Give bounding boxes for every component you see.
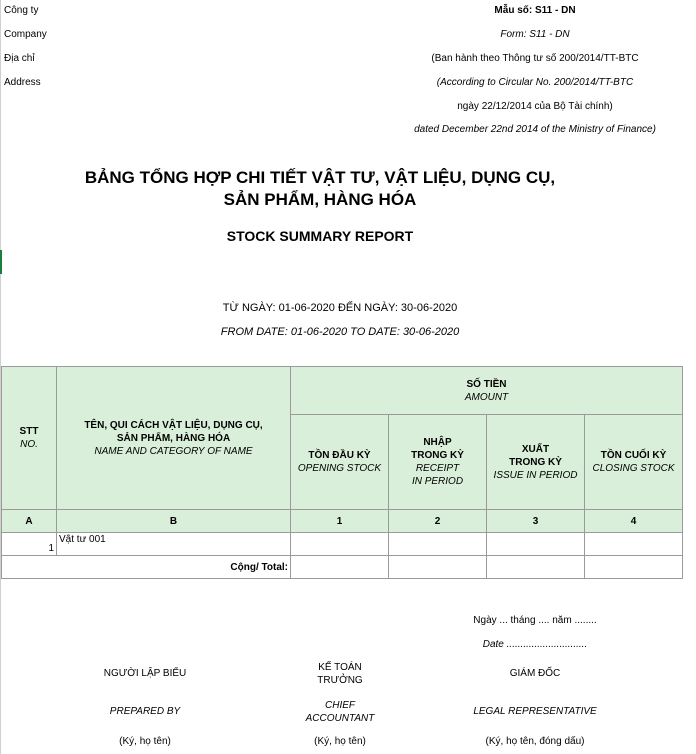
total-closing	[585, 556, 683, 579]
total-issue	[487, 556, 585, 579]
report-title-line2: SẢN PHẨM, HÀNG HÓA	[223, 190, 417, 209]
row-receipt	[389, 533, 487, 556]
header-stt	[2, 367, 57, 510]
period-vi: TỪ NGÀY: 01-06-2020 ĐẾN NGÀY: 30-06-2020	[222, 302, 458, 314]
row-name: Vật tư 001	[57, 533, 291, 556]
header-stt-vi: STT	[19, 426, 39, 437]
header-opening	[291, 415, 389, 510]
header-stt-en: NO.	[20, 439, 38, 450]
preparer-sign-note: (Ký, họ tên)	[119, 736, 171, 747]
total-opening	[291, 556, 389, 579]
company-label-en: Company	[4, 29, 47, 40]
accountant-sign-note: (Ký, họ tên)	[314, 736, 366, 747]
total-label: Cộng/ Total:	[2, 556, 291, 579]
code-4: 4	[585, 510, 683, 533]
preparer-title-en: PREPARED BY	[109, 706, 181, 717]
footer-date-vi: Ngày ... tháng .... năm ........	[473, 615, 597, 626]
header-issue-vi2: TRONG KỲ	[509, 456, 562, 468]
header-name-vi: TÊN, QUI CÁCH VẬT LIỆU, DỤNG CỤ, SẢN PHẨM, HÀNG HÓA	[84, 419, 263, 444]
header-closing	[585, 415, 683, 510]
table-row	[2, 533, 683, 556]
stock-summary-table	[1, 366, 683, 579]
total-row	[2, 556, 683, 579]
total-receipt	[389, 556, 487, 579]
header-amount-en: AMOUNT	[464, 391, 509, 403]
address-label-vi: Địa chỉ	[4, 53, 35, 64]
header-receipt-vi2: TRONG KỲ	[411, 450, 464, 461]
issued-circular-en: (According to Circular No. 200/2014/TT-BTC	[436, 77, 634, 88]
issued-circular-vi: (Ban hành theo Thông tư số 200/2014/TT-BTC	[431, 53, 639, 64]
form-number-en: Form: S11 - DN	[500, 29, 570, 40]
header-receipt-en1: RECEIPT	[415, 463, 460, 474]
header-name-en: NAME AND CATEGORY OF NAME	[94, 445, 253, 457]
header-issue-en: ISSUE IN PERIOD	[493, 469, 578, 481]
selection-marker	[0, 250, 2, 274]
accountant-title-vi1: KẾ TOÁN	[318, 662, 362, 673]
director-title-en: LEGAL REPRESENTATIVE	[473, 706, 597, 717]
code-2: 2	[389, 510, 487, 533]
code-a: A	[2, 510, 57, 533]
header-opening-en: OPENING STOCK	[297, 463, 382, 474]
director-title-vi: GIÁM ĐỐC	[509, 668, 561, 679]
header-name	[57, 367, 291, 510]
header-amount-vi: SỐ TIỀN	[466, 378, 507, 390]
director-sign-note: (Ký, họ tên, đóng dấu)	[485, 736, 585, 747]
header-opening-vi: TỒN ĐẦU KỲ	[308, 450, 371, 461]
report-title-en: STOCK SUMMARY REPORT	[226, 228, 414, 244]
header-closing-vi: TỒN CUỐI KỲ	[600, 450, 667, 461]
code-3: 3	[487, 510, 585, 533]
period-en: FROM DATE: 01-06-2020 TO DATE: 30-06-2020	[220, 326, 460, 338]
header-receipt	[389, 415, 487, 510]
header-issue	[487, 415, 585, 510]
code-1: 1	[291, 510, 389, 533]
form-number-vi: Mẫu số: S11 - DN	[494, 5, 576, 16]
header-amount	[291, 367, 683, 415]
preparer-title-vi: NGƯỜI LẬP BIỂU	[103, 668, 187, 679]
footer-date-en: Date .............................	[482, 639, 588, 650]
issued-date-vi: ngày 22/12/2014 của Bộ Tài chính)	[457, 101, 613, 112]
header-receipt-en2: IN PERIOD	[411, 476, 464, 487]
header-receipt-vi1: NHẬP	[423, 437, 452, 448]
accountant-title-vi2: TRƯỞNG	[317, 675, 363, 686]
accountant-title-en2: ACCOUNTANT	[305, 713, 375, 724]
accountant-title-en1: CHIEF	[325, 700, 355, 711]
address-label-en: Address	[4, 77, 41, 88]
row-closing	[585, 533, 683, 556]
company-label-vi: Công ty	[4, 5, 39, 16]
report-title-line1: BẢNG TỔNG HỢP CHI TIẾT VẬT TƯ, VẬT LIỆU, DỤNG CỤ,	[84, 168, 556, 187]
row-stt: 1	[2, 533, 57, 556]
row-opening	[291, 533, 389, 556]
header-issue-vi1: XUẤT	[521, 443, 550, 455]
issued-date-en: dated December 22nd 2014 of the Ministry of Finance)	[414, 124, 656, 135]
header-closing-en: CLOSING STOCK	[592, 463, 675, 474]
code-b: B	[57, 510, 291, 533]
row-issue	[487, 533, 585, 556]
